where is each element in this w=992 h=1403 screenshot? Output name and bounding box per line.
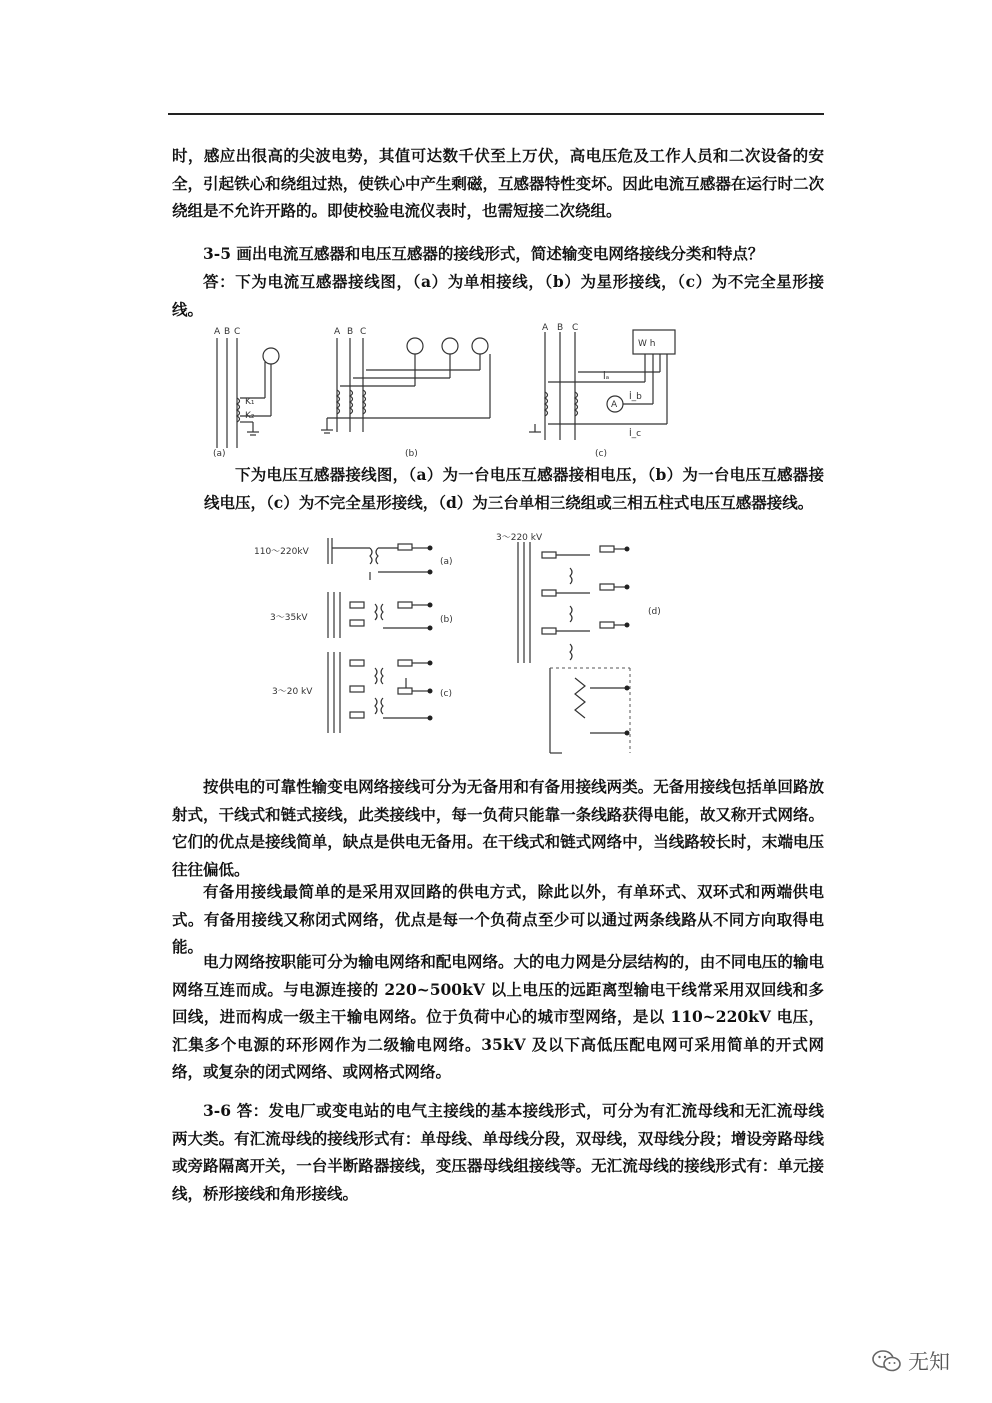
- ct-b-phase-a: A: [334, 327, 341, 337]
- watermark-text: 无知: [908, 1350, 950, 1374]
- ct-label-b: (b): [405, 449, 418, 459]
- ct-wiring-figure: [205, 320, 685, 460]
- paragraph-network-classes: 按供电的可靠性输变电网络接线可分为无备用和有备用接线两类。无备用接线包括单回路放射式，干线式和链式接线，此类接线中，每一负荷只能靠一条线路获得电能，故又称开式网络。它们的优点是接线简单，缺点是供电无备用。在干线式和链式网络中，当线路较长时，末端电压往往偏低。: [172, 777, 824, 879]
- watermark: [872, 1346, 950, 1376]
- ct-c-phase-c: C: [572, 323, 579, 333]
- vt-voltage-c: 3～20 kV: [272, 687, 313, 697]
- ct-c-ia: İₐ: [603, 372, 610, 382]
- question-3-5: 3-5 画出电流互感器和电压互感器的接线形式，简述输变电网络接线分类和特点？: [203, 244, 764, 263]
- ct-a-phase-c: C: [234, 327, 241, 337]
- vt-label-a: (a): [440, 557, 453, 567]
- ct-label-a: (a): [213, 449, 226, 459]
- vt-label-b: (b): [440, 615, 453, 625]
- ct-a-phase-a: A: [214, 327, 221, 337]
- ct-c-wattmeter: W h: [638, 339, 656, 349]
- ct-b-phase-b: B: [347, 327, 354, 337]
- vt-voltage-a: 110～220kV: [254, 547, 309, 557]
- ct-c-meter: A: [611, 400, 618, 410]
- ct-c-phase-a: A: [542, 323, 549, 333]
- ct-c-phase-b: B: [557, 323, 564, 333]
- ct-a-k1: K₁: [245, 397, 255, 407]
- ct-a-phase-b: B: [224, 327, 231, 337]
- ct-c-ib: İ_b: [629, 392, 642, 402]
- answer-ct-intro: 答：下为电流互感器接线图，（a）为单相接线，（b）为星形接线，（c）为不完全星形接线。: [172, 272, 824, 319]
- vt-voltage-d: 3～220 kV: [496, 533, 543, 543]
- vt-wiring-figure: [250, 528, 670, 768]
- ct-label-c: (c): [595, 449, 607, 459]
- ct-b-phase-c: C: [360, 327, 367, 337]
- paragraph-network-function: 电力网络按职能可分为输电网络和配电网络。大的电力网是分层结构的，由不同电压的输电网络互连而成。与电源连接的 220~500kV 以上电压的远距离型输电干线常采用双回线和多回线，进而构成一级主干输电网络。位于负荷中心的城市型网络，是以 110~220kV 电压，汇集多个电源的环形网作为二级输电网络。35kV 及以下高低压配电网可采用简单的开式网络，或复杂的闭式网络、或网格式网络。: [172, 952, 824, 1081]
- paragraph-1: 时，感应出很高的尖波电势，其值可达数千伏至上万伏，高电压危及工作人员和二次设备的安全，引起铁心和绕组过热，使铁心中产生剩磁，互感器特性变坏。因此电流互感器在运行时二次绕组是不允许开路的。即使校验电流仪表时，也需短接二次绕组。: [172, 146, 824, 220]
- vt-label-d: (d): [648, 607, 661, 617]
- paragraph-backup-connection: 有备用接线最简单的是采用双回路的供电方式，除此以外，有单环式、双环式和两端供电式。有备用接线又称闭式网络，优点是每一个负荷点至少可以通过两条线路从不同方向取得电能。: [172, 882, 824, 956]
- wechat-icon: [872, 1349, 902, 1373]
- vt-label-c: (c): [440, 689, 452, 699]
- vt-intro: 下为电压互感器接线图，（a）为一台电压互感器接相电压，（b）为一台电压互感器接线电压，（c）为不完全星形接线，（d）为三台单相三绕组或三相五柱式电压互感器接线。: [204, 465, 824, 512]
- header-rule: [168, 113, 824, 115]
- ct-a-k2: K₂: [245, 411, 255, 421]
- vt-voltage-b: 3～35kV: [270, 613, 308, 623]
- ct-c-ic: İ_c: [629, 429, 642, 439]
- answer-3-6: 3-6 答：发电厂或变电站的电气主接线的基本接线形式，可分为有汇流母线和无汇流母线两大类。有汇流母线的接线形式有：单母线、单母线分段，双母线，双母线分段；增设旁路母线或旁路隔离开关，一台半断路器接线，变压器母线组接线等。无汇流母线的接线形式有：单元接线，桥形接线和角形接线。: [172, 1101, 824, 1203]
